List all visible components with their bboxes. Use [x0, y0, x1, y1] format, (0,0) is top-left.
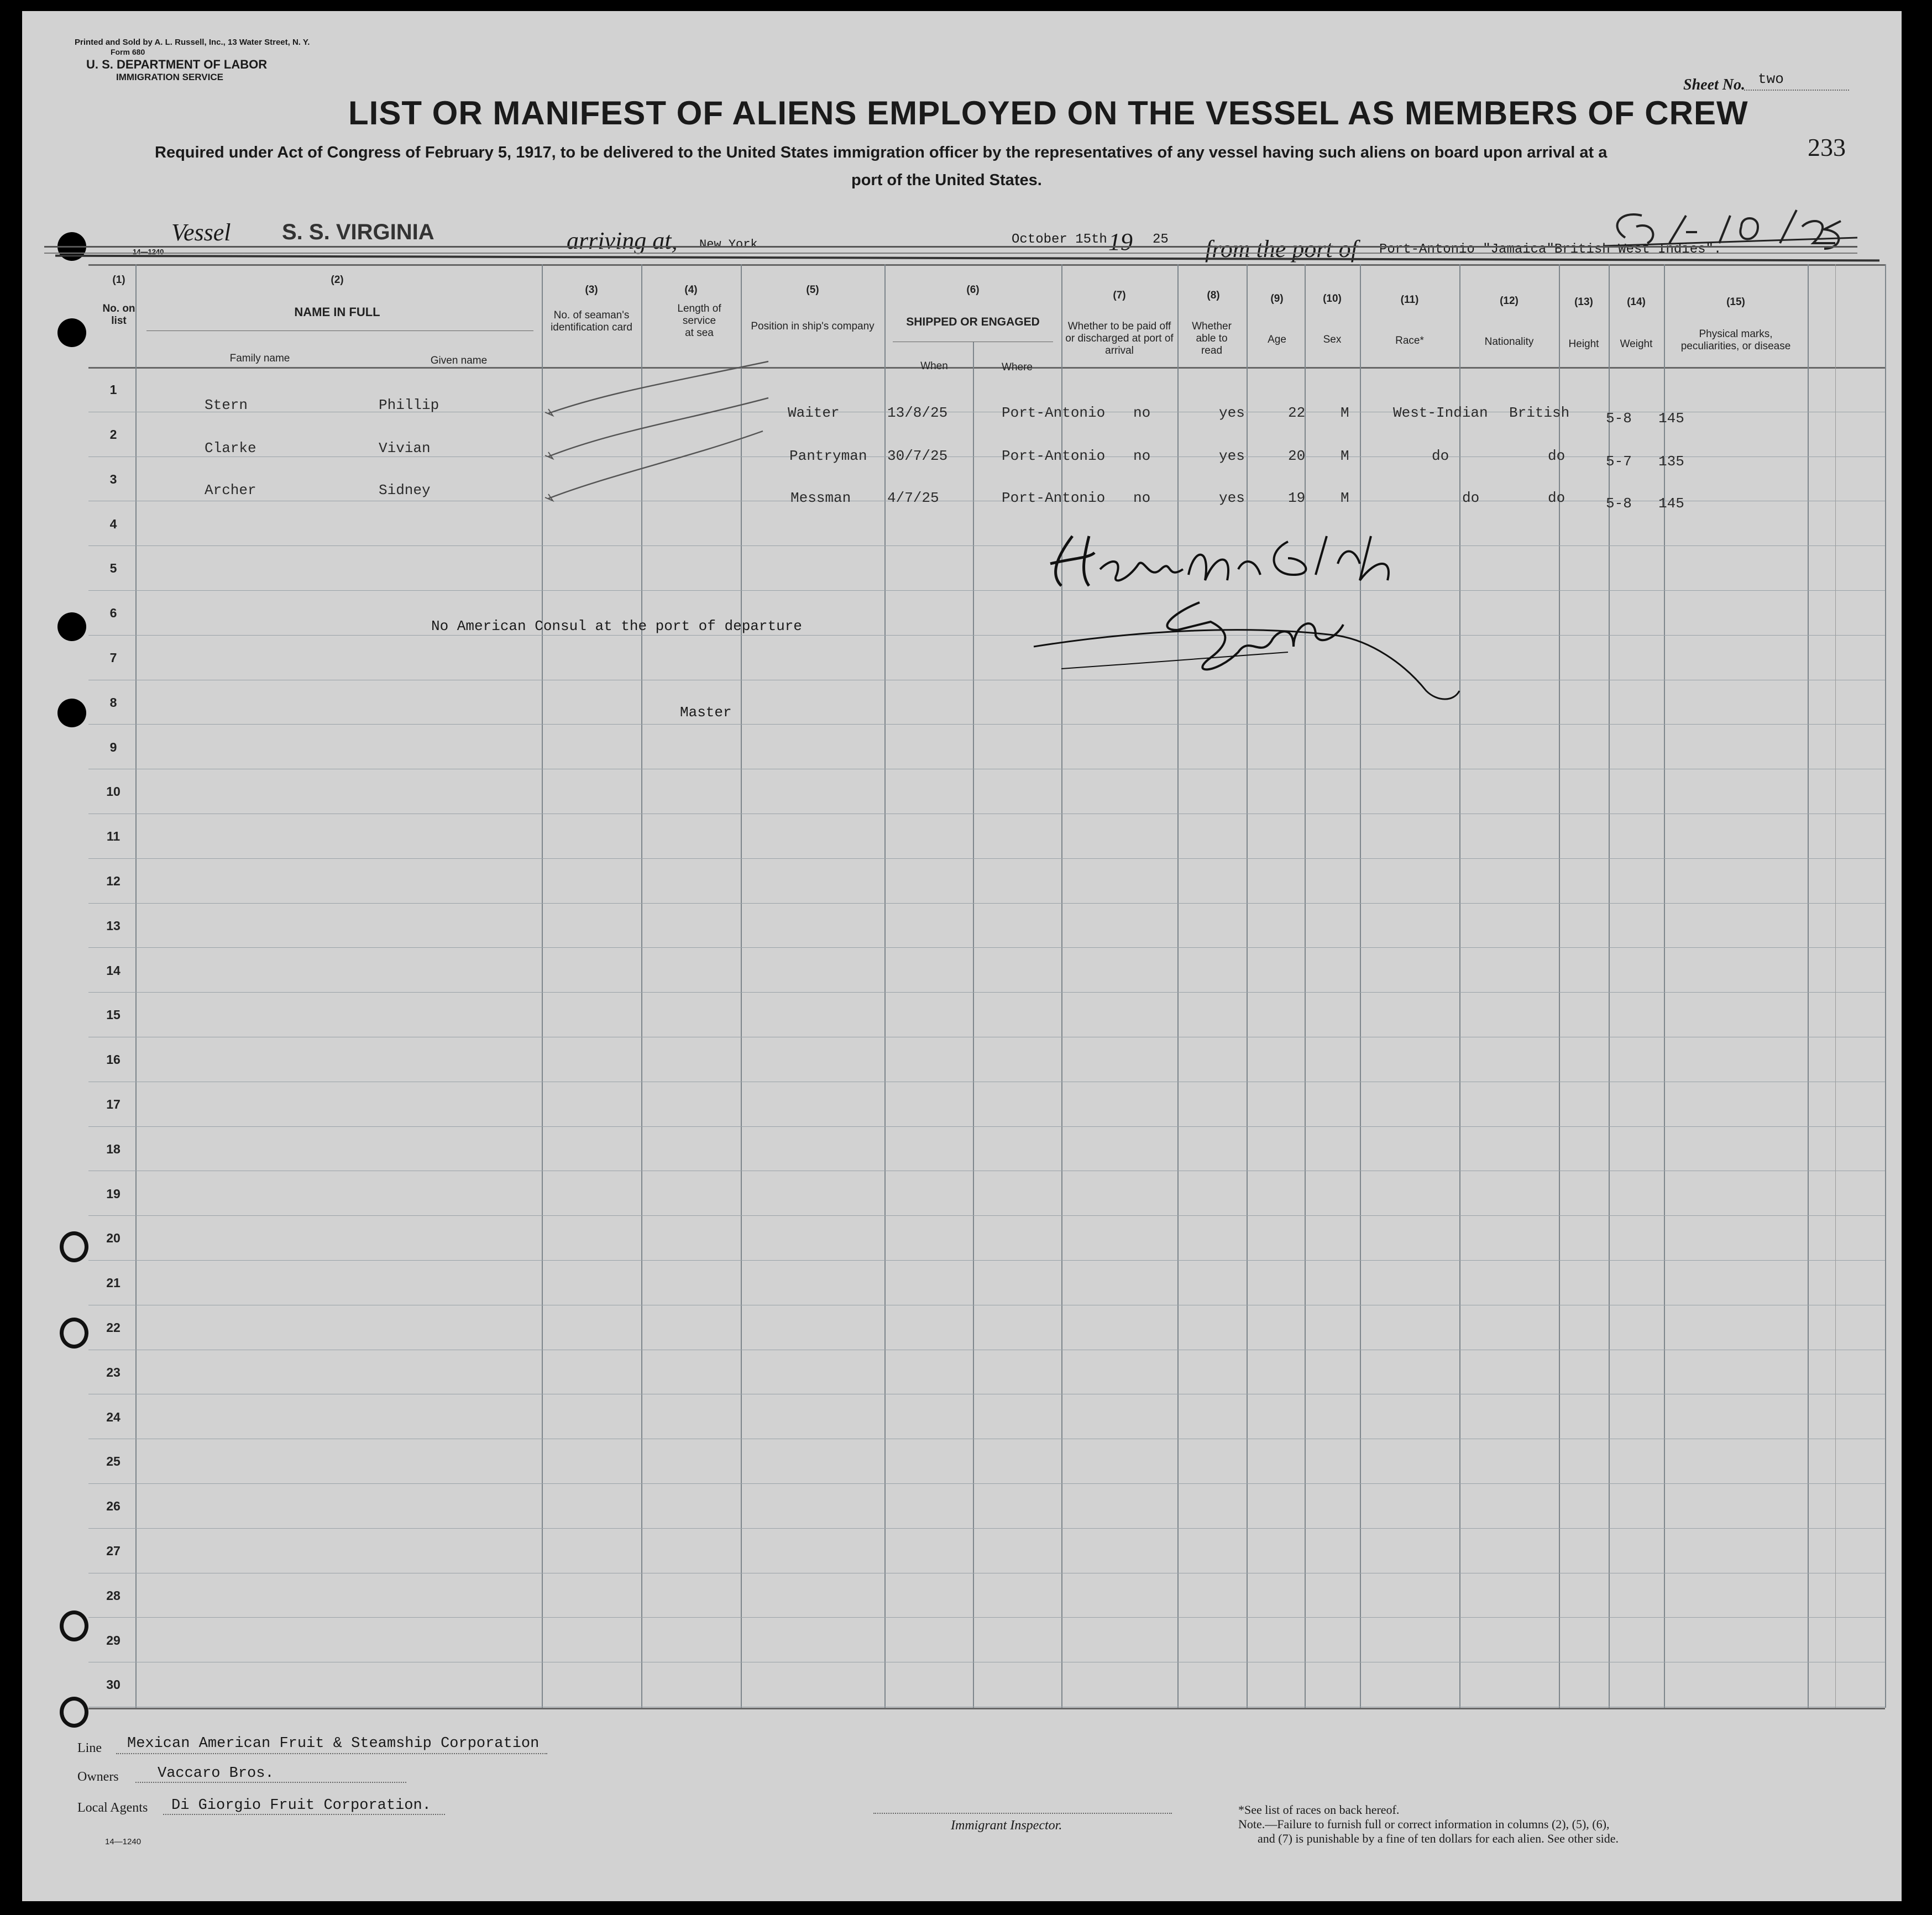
row-number: 22	[106, 1320, 121, 1335]
row-number: 11	[106, 829, 121, 843]
printer-line: Printed and Sold by A. L. Russell, Inc., 13 Water Street, N. Y.	[75, 38, 310, 47]
row-rule	[88, 1528, 1885, 1529]
row-number: 14	[106, 963, 121, 978]
able-to-read-cell: yes	[1219, 405, 1245, 421]
row-rule	[88, 947, 1885, 948]
sex-cell: M	[1341, 448, 1349, 464]
from-label: from the port of	[1205, 235, 1358, 263]
position-cell: Pantryman	[789, 448, 867, 464]
row-rule	[88, 724, 1885, 725]
col-num: (15)	[1726, 296, 1745, 308]
col-num: (10)	[1323, 293, 1342, 305]
shipped-where-cell: Port-Antonio	[1002, 490, 1106, 506]
row-rule	[88, 1483, 1885, 1484]
master-label: Master	[680, 704, 732, 721]
arriving-value: New York	[699, 238, 758, 251]
col-num: (5)	[806, 284, 819, 296]
row-number: 23	[106, 1365, 121, 1379]
row-number: 20	[106, 1231, 121, 1245]
family-name-cell: Clarke	[205, 440, 256, 457]
col-subheader: Given name	[430, 355, 488, 366]
page-number: 233	[1808, 133, 1846, 161]
row-number: 16	[106, 1052, 121, 1067]
col-header: Age	[1268, 334, 1286, 345]
age-cell: 19	[1288, 490, 1306, 506]
col-header: Nationality	[1484, 336, 1534, 348]
row-number: 13	[106, 919, 121, 933]
consul-note: No American Consul at the port of departure	[431, 618, 802, 634]
from-value: Port-Antonio "Jamaica"British West Indies".	[1379, 242, 1722, 257]
shipped-when-cell: 30/7/25	[887, 448, 948, 464]
col-header: Weight	[1620, 338, 1653, 350]
row-number: 2	[109, 427, 117, 442]
position-cell: Waiter	[788, 405, 840, 421]
year-value: 25	[1153, 232, 1169, 247]
family-name-cell: Archer	[205, 482, 256, 499]
row-number: 8	[109, 695, 117, 710]
col-num: (14)	[1627, 296, 1646, 308]
nationality-cell: British	[1509, 405, 1570, 421]
row-number: 18	[106, 1142, 121, 1156]
col-num: (7)	[1113, 290, 1126, 301]
row-rule	[88, 590, 1885, 591]
nationality-cell: do	[1548, 448, 1566, 464]
col-num: (12)	[1500, 295, 1519, 307]
col-num: (3)	[585, 284, 598, 296]
row-number: 7	[109, 650, 117, 665]
weight-cell: 135	[1658, 453, 1684, 470]
col-num: (8)	[1207, 290, 1220, 301]
col-header: Length of service at sea	[677, 303, 721, 339]
given-name-cell: Vivian	[379, 440, 431, 457]
date-value: October 15th	[1012, 232, 1107, 247]
row-number: 3	[109, 472, 117, 486]
row-number: 26	[106, 1499, 121, 1513]
form-code-bottom: 14—1240	[105, 1837, 142, 1846]
sheet-value: two	[1758, 71, 1784, 87]
race-cell: do	[1432, 448, 1449, 464]
row-number: 19	[106, 1187, 121, 1201]
sex-cell: M	[1341, 490, 1349, 506]
row-rule	[88, 1126, 1885, 1127]
height-cell: 5-7	[1606, 453, 1632, 470]
form-number: Form 680	[111, 48, 145, 56]
row-number: 17	[106, 1097, 121, 1111]
col-subheader: Where	[1002, 361, 1033, 373]
paid-off-cell: no	[1133, 490, 1151, 506]
master-signature	[1028, 525, 1481, 707]
vessel-value: S. S. VIRGINIA	[282, 220, 434, 244]
given-name-cell: Phillip	[379, 397, 439, 413]
row-rule	[88, 903, 1885, 904]
line-value: Mexican American Fruit & Steamship Corporation	[127, 1735, 540, 1752]
row-number: 27	[106, 1544, 121, 1558]
owners-label: Owners	[77, 1770, 119, 1784]
row-number: 6	[109, 606, 117, 620]
height-cell: 5-8	[1606, 495, 1632, 512]
row-number: 25	[106, 1454, 121, 1468]
row-rule	[88, 992, 1885, 993]
nationality-cell: do	[1548, 490, 1566, 506]
race-cell: West-Indian	[1393, 405, 1488, 421]
row-number: 4	[109, 517, 117, 531]
col-header: No. on list	[102, 303, 135, 327]
races-note: *See list of races on back hereof.	[1238, 1803, 1400, 1817]
family-name-cell: Stern	[205, 397, 248, 413]
pencil-tick-marks	[542, 348, 774, 508]
shipped-where-cell: Port-Antonio	[1002, 405, 1106, 421]
row-number: 1	[109, 382, 117, 397]
punch-hole	[57, 699, 86, 727]
height-cell: 5-8	[1606, 410, 1632, 427]
punch-hole	[57, 318, 86, 347]
paid-off-cell: no	[1133, 448, 1151, 464]
year-prefix: 19	[1108, 228, 1133, 255]
position-cell: Messman	[790, 490, 851, 506]
col-header: Height	[1568, 338, 1599, 350]
row-number: 30	[106, 1677, 121, 1692]
age-cell: 22	[1288, 405, 1306, 421]
line-label: Line	[77, 1741, 102, 1755]
agents-label: Local Agents	[77, 1801, 148, 1815]
col-header: Whether able to read	[1192, 321, 1232, 356]
age-cell: 20	[1288, 448, 1306, 464]
col-num: (9)	[1270, 293, 1284, 305]
sex-cell: M	[1341, 405, 1349, 421]
row-number: 24	[106, 1410, 121, 1424]
vessel-label: Vessel	[171, 219, 231, 246]
punch-hole	[60, 1697, 88, 1728]
agents-value: Di Giorgio Fruit Corporation.	[171, 1797, 431, 1814]
col-subheader: When	[920, 360, 948, 372]
owners-value: Vaccaro Bros.	[158, 1765, 274, 1782]
col-header: NAME IN FULL	[294, 305, 380, 319]
shipped-when-cell: 4/7/25	[887, 490, 939, 506]
race-cell: do	[1462, 490, 1480, 506]
form-code: 14—1240	[133, 248, 164, 256]
punch-hole	[60, 1610, 88, 1641]
col-num: (6)	[966, 284, 980, 296]
row-number: 29	[106, 1633, 121, 1648]
col-num: (1)	[112, 274, 125, 286]
handwritten-date	[1603, 204, 1857, 260]
row-rule	[88, 635, 1885, 636]
row-number: 9	[109, 740, 117, 754]
row-number: 12	[106, 874, 121, 888]
row-number: 10	[106, 784, 121, 799]
col-num: (4)	[684, 284, 698, 296]
punch-hole	[60, 1231, 88, 1262]
row-rule	[88, 545, 1885, 546]
col-header: Whether to be paid off or discharged at port of arrival	[1065, 321, 1174, 356]
weight-cell: 145	[1658, 495, 1684, 512]
service: IMMIGRATION SERVICE	[116, 72, 223, 82]
shipped-where-cell: Port-Antonio	[1002, 448, 1106, 464]
department: U. S. DEPARTMENT OF LABOR	[86, 57, 268, 71]
subtitle-line2: port of the United States.	[851, 171, 1042, 189]
subtitle-line1: Required under Act of Congress of February 5, 1917, to be delivered to the United States immigration officer by the representatives of any vessel having such aliens on board upon arrival at a	[155, 144, 1608, 161]
punch-hole	[60, 1318, 88, 1349]
penalty-note-1: Note.—Failure to furnish full or correct information in columns (2), (5), (6),	[1238, 1817, 1610, 1831]
col-subheader: Family name	[229, 353, 290, 364]
col-header: Race*	[1395, 335, 1424, 347]
row-rule	[88, 858, 1885, 859]
able-to-read-cell: yes	[1219, 490, 1245, 506]
col-header: No. of seaman's identification card	[551, 309, 632, 333]
arriving-label: arriving at,	[567, 227, 678, 254]
col-num: (11)	[1400, 294, 1419, 306]
able-to-read-cell: yes	[1219, 448, 1245, 464]
manifest-sheet	[22, 11, 1902, 1901]
row-rule	[88, 1215, 1885, 1216]
col-num: (2)	[331, 274, 344, 286]
col-header: SHIPPED OR ENGAGED	[906, 316, 1040, 328]
row-number: 21	[106, 1276, 121, 1290]
shipped-when-cell: 13/8/25	[887, 405, 948, 421]
row-number: 5	[109, 561, 117, 575]
col-header: Physical marks, peculiarities, or disease	[1680, 328, 1791, 352]
penalty-note-2: and (7) is punishable by a fine of ten dollars for each alien. See other side.	[1258, 1832, 1619, 1845]
inspector-label: Immigrant Inspector.	[951, 1818, 1062, 1833]
row-rule	[88, 1260, 1885, 1261]
row-number: 28	[106, 1588, 121, 1603]
col-num: (13)	[1574, 296, 1593, 308]
punch-hole	[57, 612, 86, 641]
weight-cell: 145	[1658, 410, 1684, 427]
given-name-cell: Sidney	[379, 482, 431, 499]
page-title: LIST OR MANIFEST OF ALIENS EMPLOYED ON THE VESSEL AS MEMBERS OF CREW	[348, 95, 1748, 132]
paid-off-cell: no	[1133, 405, 1151, 421]
col-header: Sex	[1323, 334, 1342, 345]
sheet-label: Sheet No.	[1683, 76, 1745, 93]
row-rule	[88, 1617, 1885, 1618]
col-header: Position in ship's company	[751, 321, 875, 332]
row-number: 15	[106, 1008, 121, 1022]
